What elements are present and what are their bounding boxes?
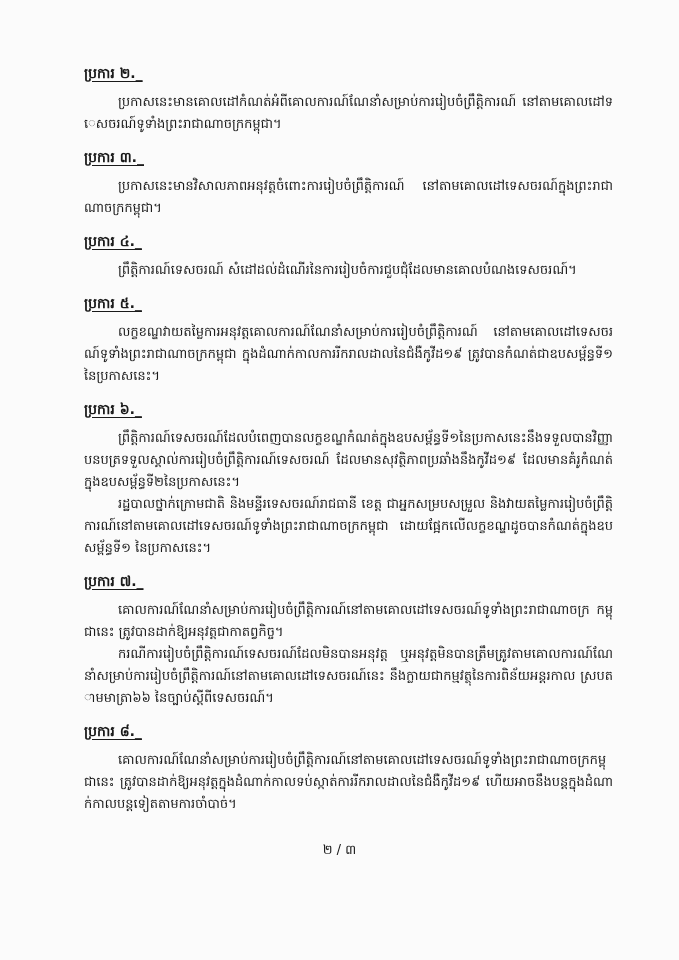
article-heading: ប្រការ ៤._ [84,234,142,250]
article-heading: ប្រការ ៧._ [84,574,144,590]
article-7 [84,572,613,710]
article-heading: ប្រការ ៣._ [84,150,144,166]
article-heading: ប្រការ ៨._ [84,724,142,740]
article-5 [84,294,613,388]
article-paragraph: ករណីការរៀបចំព្រឹត្តិការណ៍ទេសចរណ៍ដែលមិនបានអនុវត្ត ឬអនុវត្តមិនបានត្រឹមត្រូវតាមគោលការណ៍ណែនាំសម្រាប់ការរៀបចំព្រឹត្តិការណ៍នៅតាមគោលដៅទេសចរណ៍នេះ នឹងក្លាយជាកម្មវត្ថុនៃការពិន័យអន្តរកាល ស្របតាមមាត្រា៦៦ នៃច្បាប់ស្តីពីទេសចរណ៍។ [84,647,613,706]
article-3 [84,148,613,220]
article-2 [84,64,613,136]
article-paragraph: ព្រឹត្តិការណ៍ទេសចរណ៍ដែលបំពេញបានលក្ខខណ្ឌកំណត់ក្នុងឧបសម្ព័ន្ធទី១នៃប្រកាសនេះនឹងទទួលបានវិញ្ញាបនបត្រទទួលស្គាល់ការរៀបចំព្រឹត្តិការណ៍ទេសចរណ៍ ដែលមានសុវត្ថិភាពប្រឆាំងនឹងកូវីដ១៩ ដែលមានគំរូកំណត់ក្នុងឧបសម្ព័ន្ធទី២នៃប្រកាសនេះ។ [84,431,613,490]
article-paragraph: ព្រឹត្តិការណ៍ទេសចរណ៍ សំដៅដល់ដំណើរនៃការរៀបចំការជួបជុំដែលមានគោលបំណងទេសចរណ៍។ [118,263,577,278]
article-paragraph: ប្រកាសនេះមានគោលដៅកំណត់អំពីគោលការណ៍ណែនាំសម្រាប់ការរៀបចំព្រឹត្តិការណ៍ នៅតាមគោលដៅទេសចរណ៍ទូទាំងព្រះរាជាណាចក្រកម្ពុជា។ [84,95,613,132]
article-paragraph: គោលការណ៍ណែនាំសម្រាប់ការរៀបចំព្រឹត្តិការណ៍នៅតាមគោលដៅទេសចរណ៍ទូទាំងព្រះរាជាណាចក្រកម្ពុជានេះ ត្រូវបានដាក់ឱ្យអនុវត្តក្នុងដំណាក់កាលទប់ស្កាត់ការរីករាលដាលនៃជំងឺកូវីដ១៩ ហើយអាចនឹងបន្តក្នុងដំណាក់កាលបន្តទៀតតាមការចាំបាច់។ [84,753,613,812]
article-heading: ប្រការ ៥._ [84,296,142,312]
article-heading: ប្រការ ៦._ [84,402,142,418]
article-paragraph: គោលការណ៍ណែនាំសម្រាប់ការរៀបចំព្រឹត្តិការណ៍នៅតាមគោលដៅទេសចរណ៍ទូទាំងព្រះរាជាណាចក្រ កម្ពុជានេះ ត្រូវបានដាក់ឱ្យអនុវត្តជាកាតព្វកិច្ច។ [84,603,613,640]
article-paragraph: ប្រកាសនេះមានវិសាលភាពអនុវត្តចំពោះការរៀបចំព្រឹត្តិការណ៍ នៅតាមគោលដៅទេសចរណ៍ក្នុងព្រះរាជាណាចក្រកម្ពុជា។ [84,179,613,216]
article-paragraph: លក្ខខណ្ឌវាយតម្លៃការអនុវត្តគោលការណ៍ណែនាំសម្រាប់ការរៀបចំព្រឹត្តិការណ៍ នៅតាមគោលដៅទេសចរណ៍ទូទាំងព្រះរាជាណាចក្រកម្ពុជា ក្នុងដំណាក់កាលការរីករាលដាលនៃជំងឺកូវីដ១៩ ត្រូវបានកំណត់ជាឧបសម្ព័ន្ធទី១នៃប្រកាសនេះ។ [84,325,613,384]
article-6 [84,400,613,560]
article-4 [84,232,613,282]
article-8 [84,722,613,816]
page-number: ២ / ៣ [322,843,357,858]
article-heading: ប្រការ ២._ [84,66,143,82]
article-paragraph: រដ្ឋបាលថ្នាក់ក្រោមជាតិ និងមន្ទីរទេសចរណ៍រាជធានី ខេត្ត ជាអ្នកសម្របសម្រួល និងវាយតម្លៃការរៀបចំព្រឹត្តិការណ៍នៅតាមគោលដៅទេសចរណ៍ទូទាំងព្រះរាជាណាចក្រកម្ពុជា ដោយផ្អែកលើលក្ខខណ្ឌដូចបានកំណត់ក្នុងឧបសម្ព័ន្ធទី១ នៃប្រកាសនេះ។ [84,497,613,556]
